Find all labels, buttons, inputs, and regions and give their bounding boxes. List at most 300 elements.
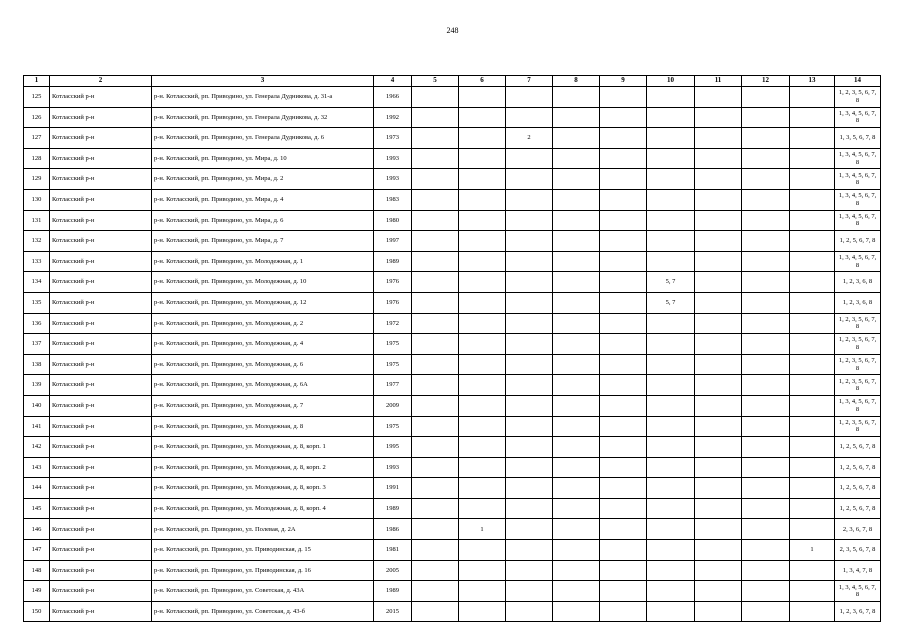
table-row	[24, 519, 881, 540]
address-cell: р-н. Котласский, рп. Приводино, ул. Мира, д. 4	[152, 189, 374, 210]
col5-cell	[412, 334, 459, 355]
col6-cell	[459, 540, 506, 561]
col10-cell	[647, 354, 695, 375]
col6-cell	[459, 601, 506, 622]
col6-cell	[459, 478, 506, 499]
col7-cell	[506, 519, 553, 540]
col10-cell	[647, 107, 695, 128]
col11-cell	[695, 231, 742, 252]
col10-cell	[647, 560, 695, 581]
table-row	[24, 354, 881, 375]
district-cell: Котласский р-н	[50, 210, 152, 231]
col14-cell: 1, 3, 4, 5, 6, 7, 8	[835, 210, 881, 231]
col5-cell	[412, 87, 459, 108]
col14-cell: 2, 3, 5, 6, 7, 8	[835, 540, 881, 561]
district-cell: Котласский р-н	[50, 601, 152, 622]
col10-cell	[647, 437, 695, 458]
address-cell: р-н. Котласский, рп. Приводино, ул. Мира, д. 7	[152, 231, 374, 252]
district-cell: Котласский р-н	[50, 581, 152, 602]
col10-cell	[647, 395, 695, 416]
col12-cell	[742, 334, 790, 355]
table-row	[24, 581, 881, 602]
col6-cell	[459, 313, 506, 334]
col6-cell	[459, 437, 506, 458]
col11-cell	[695, 169, 742, 190]
row-number: 126	[24, 107, 50, 128]
col12-cell	[742, 457, 790, 478]
district-cell: Котласский р-н	[50, 272, 152, 293]
year-cell: 1993	[374, 148, 412, 169]
address-cell: р-н. Котласский, рп. Приводино, ул. Приводинская, д. 15	[152, 540, 374, 561]
col5-cell	[412, 375, 459, 396]
col7-cell	[506, 581, 553, 602]
col8-cell	[553, 107, 600, 128]
row-number: 141	[24, 416, 50, 437]
col10-cell	[647, 581, 695, 602]
col10-cell	[647, 128, 695, 149]
year-cell: 1980	[374, 210, 412, 231]
table-row	[24, 210, 881, 231]
year-cell: 1993	[374, 169, 412, 190]
col11-cell	[695, 540, 742, 561]
column-header: 10	[647, 76, 695, 87]
address-cell: р-н. Котласский, рп. Приводино, ул. Полевая, д. 2А	[152, 519, 374, 540]
col7-cell	[506, 313, 553, 334]
table-row	[24, 313, 881, 334]
col12-cell	[742, 601, 790, 622]
year-cell: 1995	[374, 437, 412, 458]
address-cell: р-н. Котласский, рп. Приводино, ул. Советская, д. 43-б	[152, 601, 374, 622]
col7-cell	[506, 210, 553, 231]
col6-cell	[459, 251, 506, 272]
column-header: 3	[152, 76, 374, 87]
row-number: 133	[24, 251, 50, 272]
col5-cell	[412, 210, 459, 231]
address-cell: р-н. Котласский, рп. Приводино, ул. Молодежная, д. 8, корп. 1	[152, 437, 374, 458]
district-cell: Котласский р-н	[50, 519, 152, 540]
address-cell: р-н. Котласский, рп. Приводино, ул. Молодежная, д. 2	[152, 313, 374, 334]
address-cell: р-н. Котласский, рп. Приводино, ул. Мира, д. 10	[152, 148, 374, 169]
col12-cell	[742, 169, 790, 190]
year-cell: 1976	[374, 292, 412, 313]
column-header: 5	[412, 76, 459, 87]
col9-cell	[600, 457, 647, 478]
col10-cell	[647, 416, 695, 437]
row-number: 135	[24, 292, 50, 313]
district-cell: Котласский р-н	[50, 416, 152, 437]
col8-cell	[553, 313, 600, 334]
col14-cell: 1, 2, 3, 6, 7, 8	[835, 601, 881, 622]
col8-cell	[553, 334, 600, 355]
row-number: 147	[24, 540, 50, 561]
col9-cell	[600, 395, 647, 416]
col14-cell: 2, 3, 6, 7, 8	[835, 519, 881, 540]
table-row	[24, 540, 881, 561]
address-cell: р-н. Котласский, рп. Приводино, ул. Мира, д. 2	[152, 169, 374, 190]
col5-cell	[412, 581, 459, 602]
col8-cell	[553, 272, 600, 293]
table-row	[24, 87, 881, 108]
district-cell: Котласский р-н	[50, 128, 152, 149]
col10-cell: 5, 7	[647, 272, 695, 293]
col13-cell	[790, 354, 835, 375]
col14-cell: 1, 3, 4, 5, 6, 7, 8	[835, 395, 881, 416]
col9-cell	[600, 189, 647, 210]
table-row	[24, 148, 881, 169]
col12-cell	[742, 478, 790, 499]
col11-cell	[695, 478, 742, 499]
col13-cell	[790, 148, 835, 169]
column-header: 7	[506, 76, 553, 87]
column-header: 2	[50, 76, 152, 87]
col14-cell: 1, 3, 4, 7, 8	[835, 560, 881, 581]
col8-cell	[553, 128, 600, 149]
row-number: 150	[24, 601, 50, 622]
col8-cell	[553, 251, 600, 272]
col7-cell	[506, 498, 553, 519]
col7-cell: 2	[506, 128, 553, 149]
year-cell: 1989	[374, 251, 412, 272]
col7-cell	[506, 272, 553, 293]
col11-cell	[695, 601, 742, 622]
table-row	[24, 107, 881, 128]
col7-cell	[506, 354, 553, 375]
address-cell: р-н. Котласский, рп. Приводино, ул. Молодежная, д. 1	[152, 251, 374, 272]
col6-cell: 1	[459, 519, 506, 540]
col11-cell	[695, 354, 742, 375]
year-cell: 1997	[374, 231, 412, 252]
row-number: 131	[24, 210, 50, 231]
col7-cell	[506, 231, 553, 252]
column-header: 12	[742, 76, 790, 87]
table-row	[24, 478, 881, 499]
col8-cell	[553, 210, 600, 231]
col5-cell	[412, 231, 459, 252]
col7-cell	[506, 375, 553, 396]
col14-cell: 1, 2, 3, 5, 6, 7, 8	[835, 354, 881, 375]
year-cell: 1991	[374, 478, 412, 499]
col10-cell	[647, 601, 695, 622]
col11-cell	[695, 457, 742, 478]
district-cell: Котласский р-н	[50, 87, 152, 108]
col7-cell	[506, 437, 553, 458]
row-number: 130	[24, 189, 50, 210]
row-number: 138	[24, 354, 50, 375]
col9-cell	[600, 128, 647, 149]
col13-cell	[790, 189, 835, 210]
year-cell: 1975	[374, 354, 412, 375]
col6-cell	[459, 210, 506, 231]
col9-cell	[600, 478, 647, 499]
col11-cell	[695, 395, 742, 416]
col10-cell	[647, 498, 695, 519]
header-row	[24, 76, 881, 87]
col9-cell	[600, 169, 647, 190]
col10-cell	[647, 251, 695, 272]
year-cell: 1976	[374, 272, 412, 293]
year-cell: 2009	[374, 395, 412, 416]
col14-cell: 1, 2, 3, 5, 6, 7, 8	[835, 87, 881, 108]
year-cell: 2015	[374, 601, 412, 622]
col11-cell	[695, 313, 742, 334]
district-cell: Котласский р-н	[50, 251, 152, 272]
col14-cell: 1, 2, 3, 5, 6, 7, 8	[835, 375, 881, 396]
year-cell: 1983	[374, 189, 412, 210]
col14-cell: 1, 2, 3, 6, 8	[835, 292, 881, 313]
col12-cell	[742, 210, 790, 231]
col13-cell	[790, 334, 835, 355]
col6-cell	[459, 334, 506, 355]
col11-cell	[695, 560, 742, 581]
col13-cell	[790, 292, 835, 313]
col12-cell	[742, 148, 790, 169]
col5-cell	[412, 519, 459, 540]
col9-cell	[600, 354, 647, 375]
col11-cell	[695, 128, 742, 149]
column-header: 14	[835, 76, 881, 87]
table-row	[24, 169, 881, 190]
address-cell: р-н. Котласский, рп. Приводино, ул. Генерала Дудникова, д. 6	[152, 128, 374, 149]
col5-cell	[412, 313, 459, 334]
col7-cell	[506, 395, 553, 416]
col13-cell	[790, 87, 835, 108]
col9-cell	[600, 375, 647, 396]
col8-cell	[553, 498, 600, 519]
row-number: 144	[24, 478, 50, 499]
col9-cell	[600, 313, 647, 334]
address-cell: р-н. Котласский, рп. Приводино, ул. Генерала Дудникова, д. 32	[152, 107, 374, 128]
col11-cell	[695, 210, 742, 231]
col6-cell	[459, 107, 506, 128]
col5-cell	[412, 437, 459, 458]
address-cell: р-н. Котласский, рп. Приводино, ул. Молодежная, д. 8, корп. 4	[152, 498, 374, 519]
col7-cell	[506, 87, 553, 108]
col6-cell	[459, 581, 506, 602]
col6-cell	[459, 189, 506, 210]
col9-cell	[600, 540, 647, 561]
col13-cell	[790, 437, 835, 458]
table-row	[24, 457, 881, 478]
col8-cell	[553, 354, 600, 375]
address-cell: р-н. Котласский, рп. Приводино, ул. Молодежная, д. 12	[152, 292, 374, 313]
year-cell: 1989	[374, 498, 412, 519]
district-cell: Котласский р-н	[50, 395, 152, 416]
col5-cell	[412, 478, 459, 499]
col12-cell	[742, 87, 790, 108]
col5-cell	[412, 395, 459, 416]
table-row	[24, 498, 881, 519]
col13-cell: 1	[790, 540, 835, 561]
col7-cell	[506, 478, 553, 499]
col10-cell	[647, 478, 695, 499]
col6-cell	[459, 272, 506, 293]
col7-cell	[506, 601, 553, 622]
col6-cell	[459, 148, 506, 169]
table-row	[24, 334, 881, 355]
col8-cell	[553, 601, 600, 622]
col14-cell: 1, 3, 5, 6, 7, 8	[835, 128, 881, 149]
col12-cell	[742, 375, 790, 396]
col10-cell	[647, 540, 695, 561]
col6-cell	[459, 375, 506, 396]
col5-cell	[412, 148, 459, 169]
year-cell: 1993	[374, 457, 412, 478]
table-row	[24, 560, 881, 581]
col5-cell	[412, 169, 459, 190]
year-cell: 1981	[374, 540, 412, 561]
district-cell: Котласский р-н	[50, 457, 152, 478]
col6-cell	[459, 231, 506, 252]
col9-cell	[600, 334, 647, 355]
col14-cell: 1, 2, 3, 5, 6, 7, 8	[835, 416, 881, 437]
row-number: 149	[24, 581, 50, 602]
col8-cell	[553, 478, 600, 499]
row-number: 140	[24, 395, 50, 416]
col9-cell	[600, 601, 647, 622]
col8-cell	[553, 560, 600, 581]
col6-cell	[459, 560, 506, 581]
year-cell: 1975	[374, 334, 412, 355]
col10-cell	[647, 87, 695, 108]
year-cell: 2005	[374, 560, 412, 581]
col9-cell	[600, 87, 647, 108]
col9-cell	[600, 251, 647, 272]
table-row	[24, 395, 881, 416]
col10-cell	[647, 313, 695, 334]
col5-cell	[412, 457, 459, 478]
col12-cell	[742, 581, 790, 602]
year-cell: 1989	[374, 581, 412, 602]
address-cell: р-н. Котласский, рп. Приводино, ул. Молодежная, д. 8, корп. 2	[152, 457, 374, 478]
col10-cell	[647, 231, 695, 252]
row-number: 148	[24, 560, 50, 581]
col14-cell: 1, 3, 4, 5, 6, 7, 8	[835, 148, 881, 169]
col8-cell	[553, 437, 600, 458]
col12-cell	[742, 272, 790, 293]
col8-cell	[553, 292, 600, 313]
col13-cell	[790, 313, 835, 334]
col12-cell	[742, 354, 790, 375]
table-row	[24, 416, 881, 437]
col14-cell: 1, 2, 3, 5, 6, 7, 8	[835, 334, 881, 355]
col14-cell: 1, 2, 5, 6, 7, 8	[835, 457, 881, 478]
col11-cell	[695, 87, 742, 108]
col12-cell	[742, 189, 790, 210]
col14-cell: 1, 2, 5, 6, 7, 8	[835, 437, 881, 458]
col13-cell	[790, 581, 835, 602]
row-number: 137	[24, 334, 50, 355]
col5-cell	[412, 601, 459, 622]
col5-cell	[412, 292, 459, 313]
row-number: 142	[24, 437, 50, 458]
col10-cell	[647, 519, 695, 540]
row-number: 127	[24, 128, 50, 149]
col13-cell	[790, 498, 835, 519]
col12-cell	[742, 313, 790, 334]
col7-cell	[506, 169, 553, 190]
col5-cell	[412, 107, 459, 128]
col14-cell: 1, 3, 4, 5, 6, 7, 8	[835, 251, 881, 272]
col9-cell	[600, 231, 647, 252]
row-number: 134	[24, 272, 50, 293]
col13-cell	[790, 375, 835, 396]
col6-cell	[459, 498, 506, 519]
col12-cell	[742, 292, 790, 313]
col14-cell: 1, 2, 3, 6, 8	[835, 272, 881, 293]
col8-cell	[553, 375, 600, 396]
col9-cell	[600, 519, 647, 540]
col5-cell	[412, 416, 459, 437]
col11-cell	[695, 189, 742, 210]
row-number: 146	[24, 519, 50, 540]
col9-cell	[600, 437, 647, 458]
year-cell: 1973	[374, 128, 412, 149]
col11-cell	[695, 251, 742, 272]
district-cell: Котласский р-н	[50, 231, 152, 252]
col13-cell	[790, 457, 835, 478]
col10-cell	[647, 210, 695, 231]
col5-cell	[412, 272, 459, 293]
col12-cell	[742, 416, 790, 437]
col11-cell	[695, 437, 742, 458]
col11-cell	[695, 498, 742, 519]
col8-cell	[553, 148, 600, 169]
col5-cell	[412, 560, 459, 581]
district-cell: Котласский р-н	[50, 354, 152, 375]
col8-cell	[553, 189, 600, 210]
col13-cell	[790, 169, 835, 190]
col14-cell: 1, 2, 5, 6, 7, 8	[835, 498, 881, 519]
col11-cell	[695, 375, 742, 396]
col13-cell	[790, 395, 835, 416]
column-header: 6	[459, 76, 506, 87]
col8-cell	[553, 395, 600, 416]
col11-cell	[695, 107, 742, 128]
column-header: 11	[695, 76, 742, 87]
row-number: 136	[24, 313, 50, 334]
col14-cell: 1, 3, 4, 5, 6, 7, 8	[835, 169, 881, 190]
col7-cell	[506, 334, 553, 355]
col13-cell	[790, 107, 835, 128]
address-cell: р-н. Котласский, рп. Приводино, ул. Мира, д. 6	[152, 210, 374, 231]
col6-cell	[459, 169, 506, 190]
col10-cell	[647, 169, 695, 190]
district-cell: Котласский р-н	[50, 292, 152, 313]
year-cell: 1975	[374, 416, 412, 437]
district-cell: Котласский р-н	[50, 478, 152, 499]
district-cell: Котласский р-н	[50, 375, 152, 396]
district-cell: Котласский р-н	[50, 334, 152, 355]
col7-cell	[506, 292, 553, 313]
address-cell: р-н. Котласский, рп. Приводино, ул. Генерала Дудникова, д. 31-а	[152, 87, 374, 108]
district-cell: Котласский р-н	[50, 169, 152, 190]
col7-cell	[506, 540, 553, 561]
col7-cell	[506, 416, 553, 437]
table-row	[24, 292, 881, 313]
table-row	[24, 231, 881, 252]
district-cell: Котласский р-н	[50, 107, 152, 128]
col8-cell	[553, 169, 600, 190]
col5-cell	[412, 498, 459, 519]
col5-cell	[412, 189, 459, 210]
col13-cell	[790, 231, 835, 252]
col12-cell	[742, 540, 790, 561]
district-cell: Котласский р-н	[50, 437, 152, 458]
col12-cell	[742, 395, 790, 416]
col13-cell	[790, 128, 835, 149]
col9-cell	[600, 148, 647, 169]
col7-cell	[506, 107, 553, 128]
